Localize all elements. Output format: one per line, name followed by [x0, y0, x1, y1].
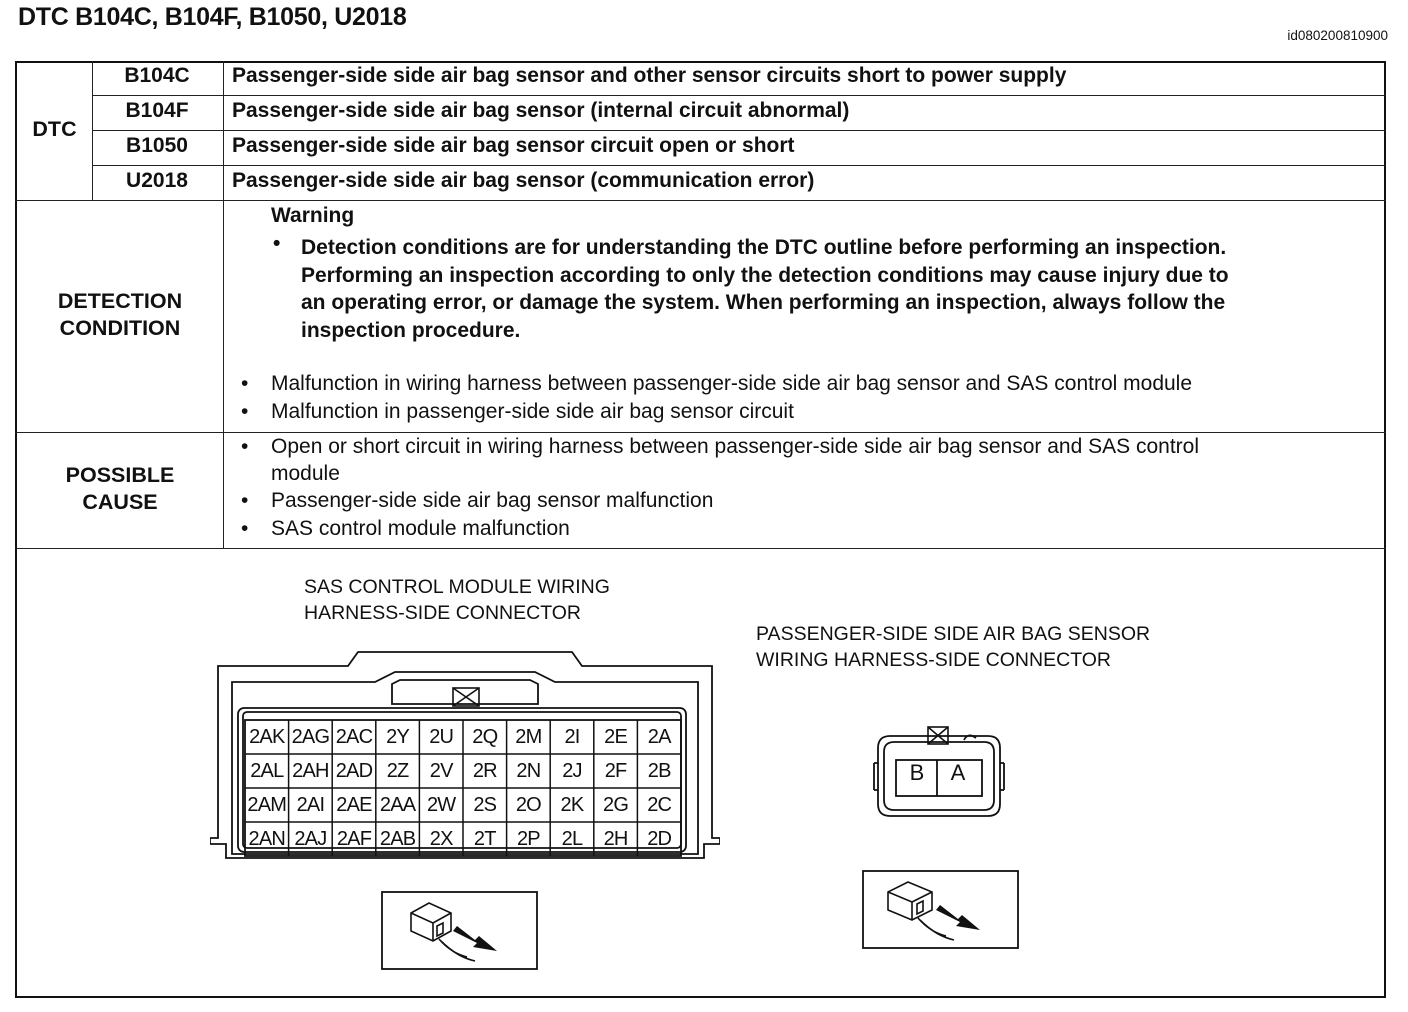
sas-pin: 2AB	[379, 828, 416, 850]
sas-pin: 2AG	[291, 726, 330, 748]
sas-pin: 2AF	[336, 828, 372, 850]
sas-pin: 2AA	[379, 794, 416, 816]
sas-pin: 2Z	[386, 760, 409, 782]
cause-item-continuation: module	[271, 462, 340, 485]
dtc-code: B104C	[124, 64, 190, 87]
sas-pin: 2O	[515, 794, 541, 816]
sas-pin: 2Y	[386, 726, 410, 748]
warning-title: Warning	[271, 204, 355, 227]
sas-pin: 2V	[429, 760, 453, 782]
sas-pin: 2AJ	[294, 828, 327, 850]
dtc-description: Passenger-side side air bag sensor (internal circuit abnormal)	[232, 99, 850, 122]
sas-pin: 2AH	[292, 760, 329, 782]
sas-pin: 2I	[564, 726, 580, 748]
sas-pin: 2R	[472, 760, 497, 782]
sensor-connector-caption: PASSENGER-SIDE SIDE AIR BAG SENSOR WIRING HARNESS-SIDE CONNECTOR	[756, 623, 1151, 671]
warning-text: Detection conditions are for understanding the DTC outline before performing an inspection. Performing an inspection according to only the detection conditions may cause injury due to an operating error, or damage the system. When performing an inspection, always follow the inspection procedure.	[301, 236, 1229, 342]
detection-condition-label: DETECTION CONDITION	[57, 289, 183, 340]
cause-item: Open or short circuit in wiring harness between passenger-side side air bag sensor and SAS control	[271, 435, 1199, 458]
sas-pin: 2AN	[248, 828, 286, 850]
bullet-icon: •	[241, 400, 249, 423]
sas-pin: 2W	[426, 794, 456, 816]
sas-pin: 2P	[516, 828, 540, 850]
cause-item: Passenger-side side air bag sensor malfunction	[271, 489, 714, 512]
sas-pin: 2AM	[247, 794, 287, 816]
sas-pin: 2AK	[249, 726, 285, 748]
sas-pin: 2G	[603, 794, 629, 816]
sas-pin: 2K	[560, 794, 584, 816]
bullet-icon: •	[241, 435, 249, 458]
dtc-description: Passenger-side side air bag sensor circuit open or short	[232, 134, 795, 157]
sas-pin: 2S	[473, 794, 497, 816]
sas-pin: 2Q	[472, 726, 498, 748]
sas-pin: 2AC	[335, 726, 373, 748]
detection-item: Malfunction in passenger-side side air bag sensor circuit	[271, 400, 794, 423]
sas-pin: 2U	[429, 726, 454, 748]
sas-pin: 2T	[473, 828, 496, 850]
bullet-icon: •	[241, 372, 249, 395]
sas-pin: 2AD	[335, 760, 373, 782]
sas-view-direction-icon	[381, 891, 539, 971]
detection-item: Malfunction in wiring harness between passenger-side side air bag sensor and SAS control module	[271, 372, 1193, 395]
sas-pin: 2N	[516, 760, 541, 782]
sas-pin: 2H	[603, 828, 628, 850]
sas-connector-caption: SAS CONTROL MODULE WIRING HARNESS-SIDE CONNECTOR	[304, 576, 610, 624]
cause-item: SAS control module malfunction	[271, 517, 570, 540]
dtc-code: U2018	[126, 169, 188, 192]
dtc-description: Passenger-side side air bag sensor and other sensor circuits short to power supply	[232, 64, 1067, 87]
sensor-view-direction-icon	[862, 870, 1020, 950]
sas-pin: 2B	[647, 760, 671, 782]
dtc-code: B104F	[125, 99, 189, 122]
document-id: id080200810900	[1287, 28, 1388, 43]
bullet-icon: •	[273, 232, 281, 255]
sas-pin: 2AI	[296, 794, 325, 816]
sas-pin: 2F	[604, 760, 627, 782]
dtc-label: DTC	[32, 117, 77, 141]
sas-pin: 2AE	[336, 794, 372, 816]
sas-pin: 2A	[647, 726, 671, 748]
sas-pin: 2J	[562, 760, 582, 782]
sensor-pin: B	[909, 760, 925, 785]
bullet-icon: •	[241, 517, 249, 540]
sensor-pin: A	[950, 760, 966, 785]
sas-pin: 2L	[561, 828, 583, 850]
sas-pin: 2D	[647, 828, 672, 850]
dtc-code: B1050	[126, 134, 188, 157]
page-title: DTC B104C, B104F, B1050, U2018	[18, 3, 407, 31]
sas-pin: 2AL	[250, 760, 284, 782]
possible-cause-label: POSSIBLE CAUSE	[65, 463, 175, 514]
sas-pin: 2C	[647, 794, 672, 816]
sas-pin: 2E	[604, 726, 628, 748]
bullet-icon: •	[241, 489, 249, 512]
sas-pin: 2X	[429, 828, 453, 850]
dtc-description: Passenger-side side air bag sensor (communication error)	[232, 169, 815, 192]
sas-pin: 2M	[515, 726, 542, 748]
